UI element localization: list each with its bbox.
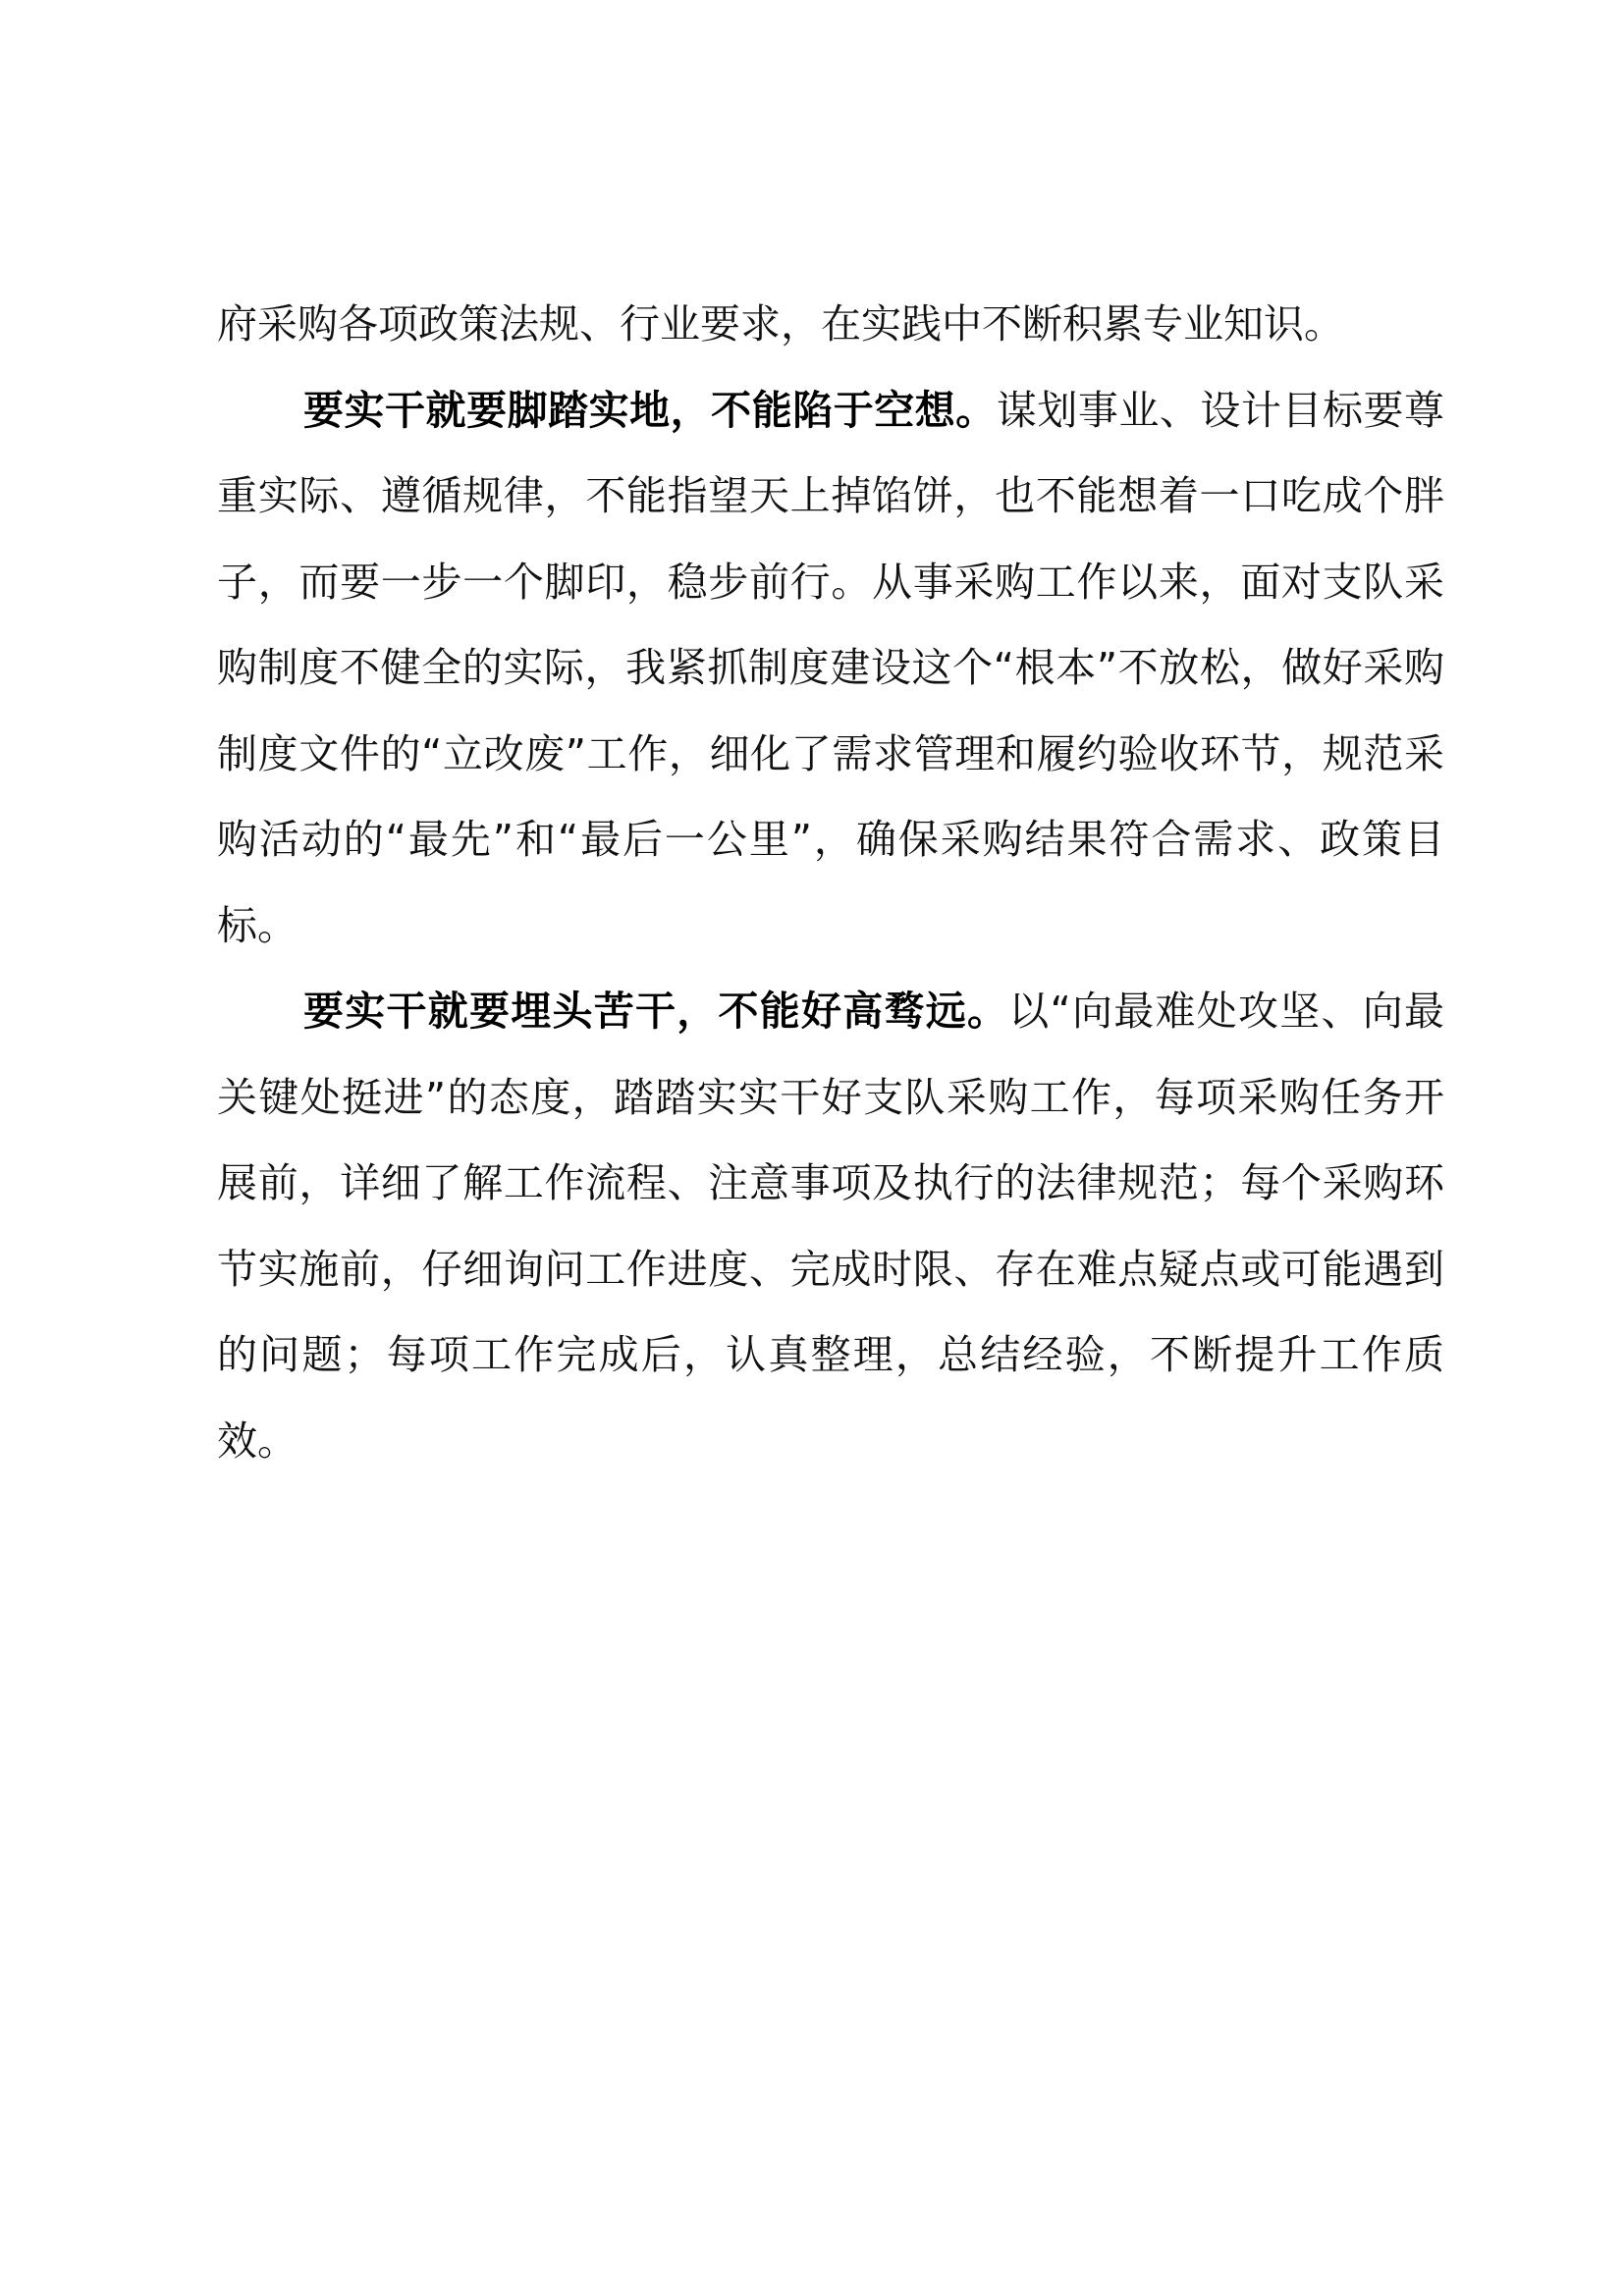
paragraph-text: 府采购各项政策法规、行业要求，在实践中不断积累专业知识。 — [217, 300, 1344, 347]
paragraph-lead-heading: 要实干就要埋头苦干，不能好高骛远。 — [303, 988, 1009, 1035]
paragraph-hard-work — [217, 969, 1444, 1484]
document-body — [217, 282, 1444, 1484]
paragraph-text: 谋划事业、设计目标要尊重实际、遵循规律，不能指望天上掉馅饼，也不能想着一口吃成个胖子，而要一步一个脚印，稳步前行。从事采购工作以来，面对支队采购制度不健全的实际，我紧抓制度建设这个“根本”不放松，做好采购制度文件的“立改废”工作，细化了需求管理和履约验收环节，规范采购活动的“最先”和“最后一公里”，确保采购结果符合需求、政策目标。 — [217, 386, 1445, 949]
paragraph-continuation — [217, 282, 1444, 368]
paragraph-down-to-earth — [217, 368, 1444, 970]
paragraph-lead-heading: 要实干就要脚踏实地，不能陷于空想。 — [303, 386, 997, 434]
paragraph-text: 以“向最难处攻坚、向最关键处挺进”的态度，踏踏实实干好支队采购工作，每项采购任务开展前，详细了解工作流程、注意事项及执行的法律规范；每个采购环节实施前，仔细询问工作进度、完成时限、存在难点疑点或可能遇到的问题；每项工作完成后，认真整理，总结经验，不断提升工作质效。 — [217, 988, 1444, 1465]
